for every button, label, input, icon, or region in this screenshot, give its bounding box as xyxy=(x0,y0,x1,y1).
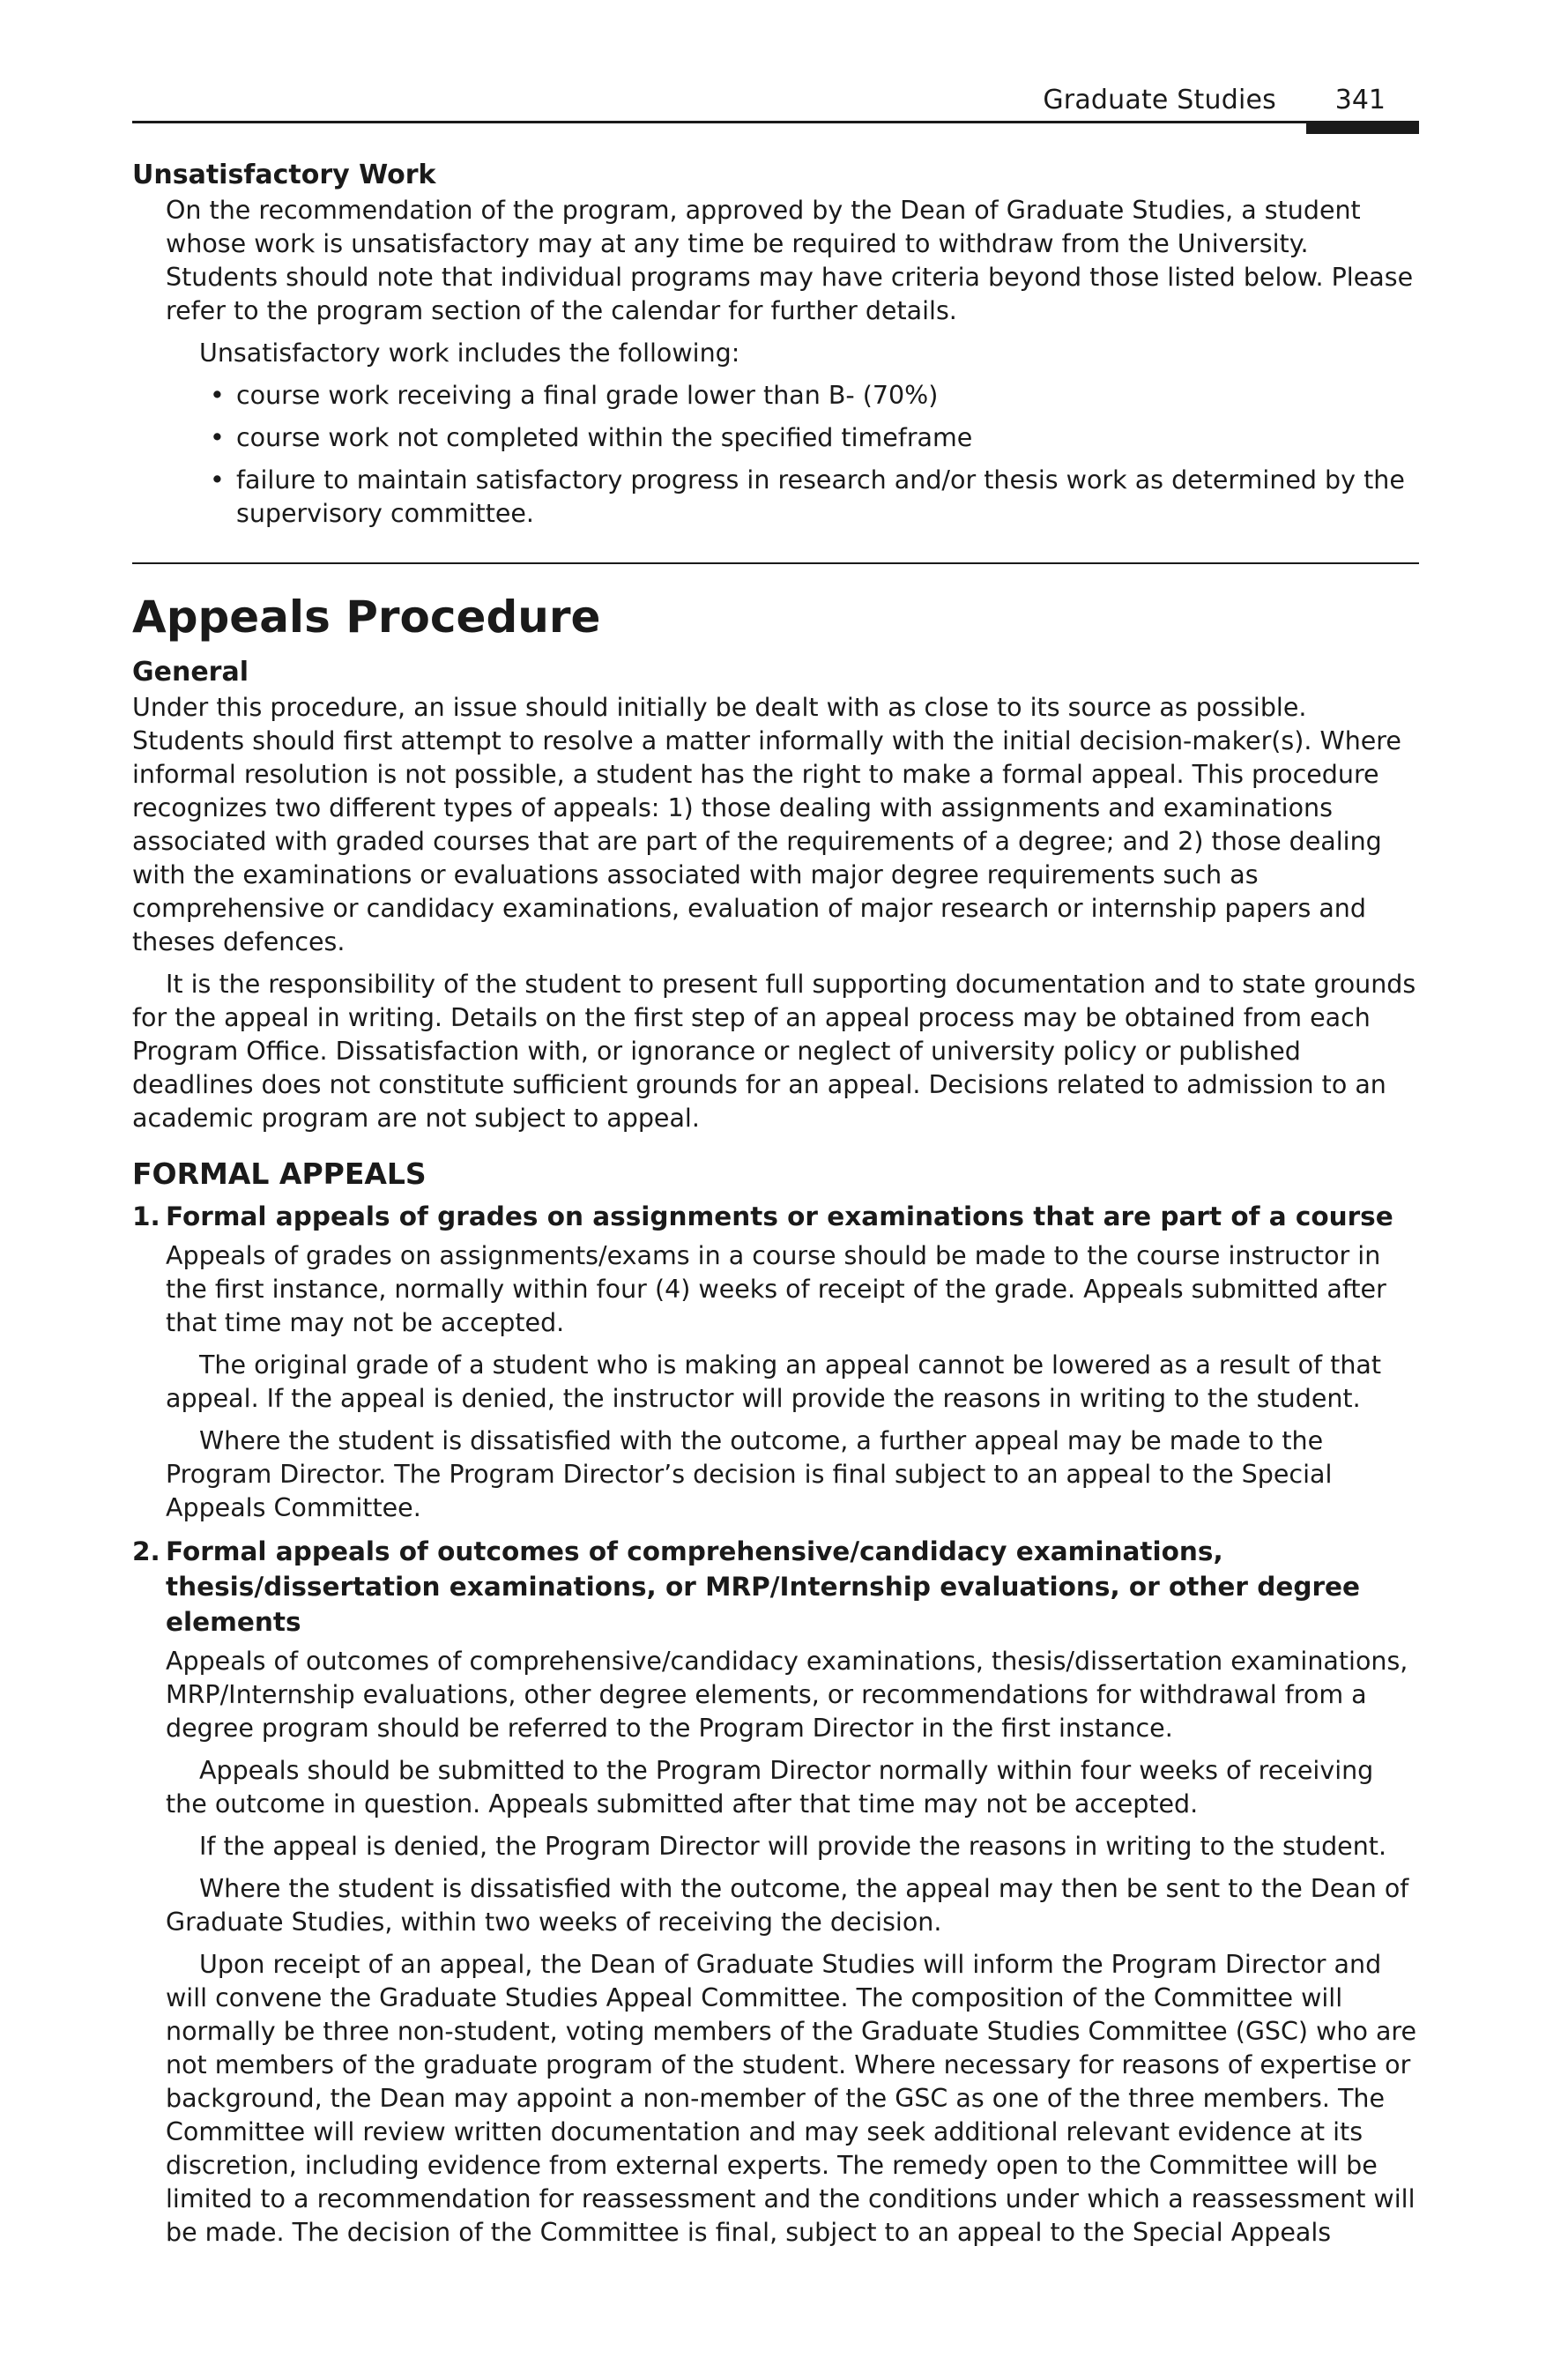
formal-appeal-item-1-heading xyxy=(132,1199,1419,1234)
header-tab-block xyxy=(1306,122,1419,134)
appeals-section xyxy=(132,591,1419,2250)
unsatisfactory-heading: Unsatisfactory Work xyxy=(132,160,436,190)
header-section-title: Graduate Studies xyxy=(1043,85,1276,115)
item-2-paragraph-3: If the appeal is denied, the Program Director will provide the reasons in writing to the student. xyxy=(199,1832,1387,1861)
unsatisfactory-list xyxy=(132,379,1419,531)
section-divider xyxy=(132,562,1419,564)
item-heading-text: Formal appeals of grades on assignments or examinations that are part of a course xyxy=(166,1201,1393,1231)
header-rule xyxy=(132,121,1419,123)
item-number: 1. xyxy=(132,1201,160,1231)
appeals-title: Appeals Procedure xyxy=(132,591,601,643)
bullet-icon: • xyxy=(210,423,225,452)
formal-appeal-item-2-heading xyxy=(132,1534,1419,1640)
item-1-paragraph-3: Where the student is dissatisfied with the outcome, a further appeal may be made to the Program Director. The Program Director’s decision is final subject to an appeal to the Special Appeals Committee. xyxy=(166,1426,1333,1522)
page-content xyxy=(132,157,1419,2258)
item-2-paragraph-4: Where the student is dissatisfied with the outcome, the appeal may then be sent to the Dean of Graduate Studies, within two weeks of receiving the decision. xyxy=(166,1874,1409,1937)
running-header xyxy=(132,74,1419,123)
list-item-text: course work not completed within the specified timeframe xyxy=(236,423,973,452)
item-heading-text: Formal appeals of outcomes of comprehensive/candidacy examinations, thesis/dissertation examinations, or MRP/Internship evaluations, or other degree elements xyxy=(166,1536,1361,1637)
unsatisfactory-intro: Unsatisfactory work includes the following: xyxy=(199,338,740,368)
item-1-paragraph-2: The original grade of a student who is making an appeal cannot be lowered as a result of that appeal. If the appeal is denied, the instructor will provide the reasons in writing to the student. xyxy=(166,1350,1382,1413)
item-2-paragraph-1: Appeals of outcomes of comprehensive/candidacy examinations, thesis/dissertation examinations, MRP/Internship evaluations, other degree elements, or recommendations for withdrawal from a degree program should be referred to the Program Director in the first instance. xyxy=(166,1647,1408,1743)
list-item xyxy=(210,421,1419,455)
item-number: 2. xyxy=(132,1536,160,1566)
item-1-paragraph-1: Appeals of grades on assignments/exams in a course should be made to the course instructor in the first instance, normally within four (4) weeks of receipt of the grade. Appeals submitted after that time may not be accepted. xyxy=(166,1241,1386,1337)
page-number: 341 xyxy=(1334,85,1386,115)
item-2-paragraph-5: Upon receipt of an appeal, the Dean of Graduate Studies will inform the Program Director and will convene the Graduate Studies Appeal Committee. The composition of the Committee will normally be three non-student, voting members of the Graduate Studies Committee (GSC) who are not members of the graduate program of the student. Where necessary for reasons of expertise or background, the Dean may appoint a non-member of the GSC as one of the three members. The Committee will review written documentation and may seek additional relevant evidence at its discretion, including evidence from external experts. The remedy open to the Committee will be limited to a recommendation for reassessment and the conditions under which a reassessment will be made. The decision of the Committee is final, subject to an appeal to the Special Appeals xyxy=(166,1950,1417,2247)
unsatisfactory-paragraph: On the recommendation of the program, approved by the Dean of Graduate Studies, a student whose work is unsatisfactory may at any time be required to withdraw from the University. Students should note that individual programs may have criteria beyond those listed below. Please refer to the program section of the calendar for further details. xyxy=(166,196,1414,325)
list-item xyxy=(210,379,1419,413)
bullet-icon: • xyxy=(210,381,225,410)
list-item-text: failure to maintain satisfactory progress in research and/or thesis work as determined by the supervisory committee. xyxy=(236,465,1405,528)
list-item-text: course work receiving a final grade lower than B- (70%) xyxy=(236,381,939,410)
unsatisfactory-section xyxy=(132,157,1419,531)
formal-appeals-heading: FORMAL APPEALS xyxy=(132,1157,427,1191)
bullet-icon: • xyxy=(210,465,225,495)
item-2-paragraph-2: Appeals should be submitted to the Program Director normally within four weeks of receiving the outcome in question. Appeals submitted after that time may not be accepted. xyxy=(166,1756,1374,1818)
general-heading: General xyxy=(132,657,249,688)
list-item xyxy=(210,464,1419,531)
general-paragraph-1: Under this procedure, an issue should initially be dealt with as close to its source as possible. Students should first attempt to resolve a matter informally with the initial decision-maker(s). Where informal resolution is not possible, a student has the right to make a formal appeal. This procedure recognizes two different types of appeals: 1) those dealing with assignments and examinations associated with graded courses that are part of the requirements of a degree; and 2) those dealing with the examinations or evaluations associated with major degree requirements such as comprehensive or candidacy examinations, evaluation of major research or internship papers and theses defences. xyxy=(132,693,1401,956)
general-paragraph-2: It is the responsibility of the student to present full supporting documentation and to state grounds for the appeal in writing. Details on the first step of an appeal process may be obtained from each Program Office. Dissatisfaction with, or ignorance or neglect of university policy or published deadlines does not constitute sufficient grounds for an appeal. Decisions related to admission to an academic program are not subject to appeal. xyxy=(132,970,1416,1133)
